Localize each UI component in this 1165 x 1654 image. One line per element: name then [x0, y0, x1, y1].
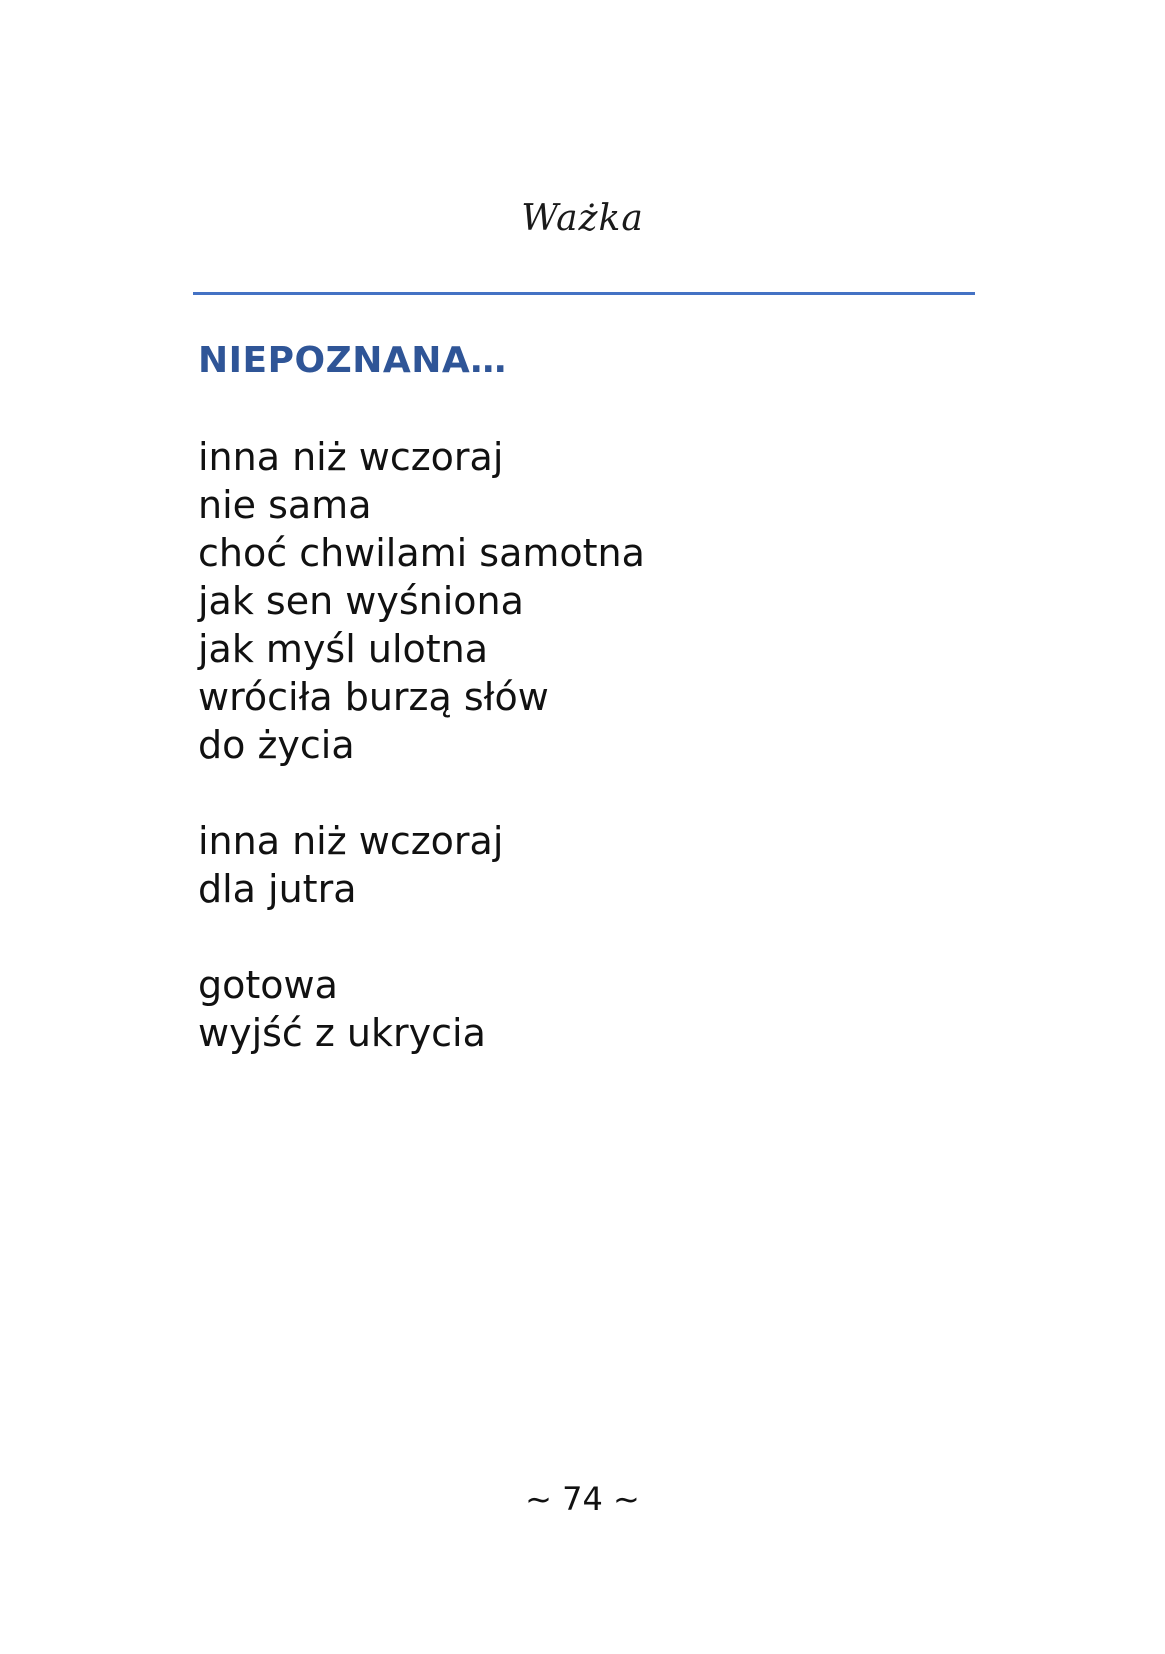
poem-title: NIEPOZNANA… — [198, 340, 507, 381]
poem-line: wróciła burzą słów — [198, 675, 549, 719]
poem-line: inna niż wczoraj — [198, 435, 504, 479]
poem-line: wyjść z ukrycia — [198, 1011, 486, 1055]
stanza-3 — [198, 961, 645, 1057]
running-header-title: Ważka — [521, 198, 644, 239]
poem-line: jak sen wyśniona — [198, 579, 524, 623]
poem-line: do życia — [198, 723, 355, 767]
poem-line: dla jutra — [198, 867, 357, 911]
page-number: ~ 74 ~ — [525, 1480, 640, 1518]
poem-body — [198, 433, 645, 1105]
poem-line: jak myśl ulotna — [198, 627, 489, 671]
header-divider — [193, 292, 975, 295]
stanza-1 — [198, 433, 645, 769]
poem-line: inna niż wczoraj — [198, 819, 504, 863]
poem-line: nie sama — [198, 483, 372, 527]
stanza-2 — [198, 817, 645, 913]
poem-line: choć chwilami samotna — [198, 531, 645, 575]
poem-line: gotowa — [198, 963, 338, 1007]
